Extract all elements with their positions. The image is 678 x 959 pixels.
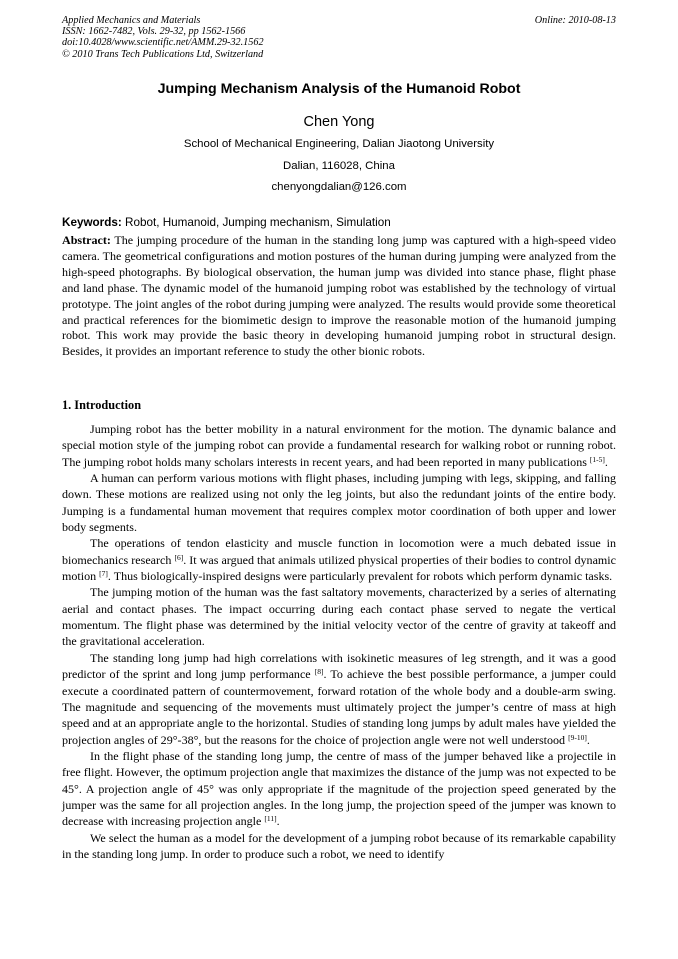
paragraph-2: A human can perform various motions with flight phases, including jumping with legs, skipping, and falling down. These motions are realized using not only the leg joints, but also the redundant joints of the entire body. Jumping is a fundamental human movement that requires complex motor coordination of both upper and lower body segments. bbox=[62, 471, 616, 535]
paper-title: Jumping Mechanism Analysis of the Humanoid Robot bbox=[157, 81, 521, 97]
section-heading: 1. Introduction bbox=[62, 398, 142, 412]
journal-header bbox=[62, 15, 616, 60]
paragraph-5-text-c: . bbox=[586, 732, 590, 747]
citation-8: [8] bbox=[314, 667, 324, 677]
paragraph-6-end: . bbox=[276, 814, 280, 829]
citation-9-10: [9-10] bbox=[568, 732, 587, 742]
paragraph-5-text-a: The standing long jump had high correlations with isokinetic measures of leg strength, and it was a good predictor of the sprint and long jump performance bbox=[62, 650, 616, 682]
paragraph-1-text: Jumping robot has the better mobility in a natural environment for the motion. The dynamic balance and special motion style of the jumping robot can provide a fundamental research for walking robot or running robot. The jumping robot holds many scholars interests in recent years, and had been reported in many publications bbox=[62, 422, 616, 469]
citation-6: [6] bbox=[174, 552, 184, 562]
abstract bbox=[62, 233, 616, 360]
abstract-label: Abstract: bbox=[62, 233, 111, 247]
copyright-line: © 2010 Trans Tech Publications Ltd, Switzerland bbox=[62, 48, 264, 60]
abstract-text: The jumping procedure of the human in the standing long jump was captured with a high-speed video camera. The geometrical configurations and motion postures of the human during jumping were analyzed from the high-speed photographs. By biological observation, the human jump was divided into stance phase, flight phase and land phase. The dynamic model of the humanoid jumping robot was established by the technology of virtual prototype. The joint angles of the robot during jumping were analyzed. The results would provide some theoretical and practical references for the biomimetic design to improve the reasonable motion of the humanoid jumping robot. This work may provide the basic theory in developing humanoid jumping robot in structural design. Besides, it provides an important reference to study the other bionic robots. bbox=[62, 233, 616, 359]
keywords bbox=[62, 216, 616, 229]
doi-line: doi:10.4028/www.scientific.net/AMM.29-32.1562 bbox=[62, 37, 264, 49]
affiliation-city: Dalian, 116028, China bbox=[283, 160, 395, 172]
section-body bbox=[62, 421, 616, 862]
journal-name: Applied Mechanics and Materials bbox=[62, 15, 201, 26]
paragraph-6-text: In the flight phase of the standing long jump, the centre of mass of the jumper behaved like a projectile in free flight. However, the optimum projection angle that maximizes the distance of the jump was not expected to be 45°. A projection angle of 45° was only appropriate if the magnitude of the projection speed generated by the jumper was the same for all projection angles. In the long jump, the projection speed of the jumper was known to decrease with increasing projection angle bbox=[62, 748, 616, 829]
paragraph-3 bbox=[62, 535, 616, 584]
affiliation-school: School of Mechanical Engineering, Dalian Jiaotong University bbox=[183, 138, 495, 150]
paragraph-5 bbox=[62, 650, 616, 748]
issn-line: ISSN: 1662-7482, Vols. 29-32, pp 1562-1566 bbox=[62, 26, 246, 38]
keywords-text: Robot, Humanoid, Jumping mechanism, Simulation bbox=[125, 216, 391, 229]
paragraph-5-text-b: . To achieve the best possible performance, a jumper could execute a coordinated pattern of countermovement, forward rotation of the whole body and a double-arm swing. The magnitude and sequencing of the movements must ultimately project the jumper’s centre of mass at high speed and at an appropriate angle to the horizontal. Studies of standing long jumps by adult males have yielded the projection angles of 29°-38°, but the reasons for the choice of projection angle were not well understood bbox=[62, 667, 616, 747]
citation-1-5: [1-5] bbox=[589, 454, 605, 464]
citation-11: [11] bbox=[264, 814, 277, 824]
paragraph-3-text-a: The operations of tendon elasticity and muscle function in locomotion were a much debated issue in biomechanics research bbox=[62, 536, 616, 567]
author-name: Chen Yong bbox=[303, 114, 375, 130]
paragraph-1 bbox=[62, 421, 616, 470]
citation-7: [7] bbox=[99, 569, 108, 579]
paragraph-3-text-b: . It was argued that animals utilized physical properties of their bodies to control dynamic motion bbox=[62, 552, 616, 584]
online-date: Online: 2010-08-13 bbox=[534, 15, 616, 26]
author-email: chenyongdalian@126.com bbox=[271, 181, 407, 193]
paragraph-6 bbox=[62, 748, 616, 830]
paragraph-7: We select the human as a model for the development of a jumping robot because of its remarkable capability in the standing long jump. In order to produce such a robot, we need to identify bbox=[62, 830, 616, 861]
keywords-label: Keywords: bbox=[62, 216, 122, 229]
paragraph-1-end: . bbox=[604, 454, 608, 469]
paragraph-3-text-c: . Thus biologically-inspired designs were particularly prevalent for robots which perform dynamic tasks. bbox=[107, 569, 613, 584]
paragraph-4: The jumping motion of the human was the fast saltatory movements, characterized by a series of alternating aerial and contact phases. The impact occurring during each contact phase served to negate the vertical momentum. The flight phase was determined by the initial velocity vector of the centre of gravity at takeoff and the gravitational acceleration. bbox=[62, 585, 616, 649]
